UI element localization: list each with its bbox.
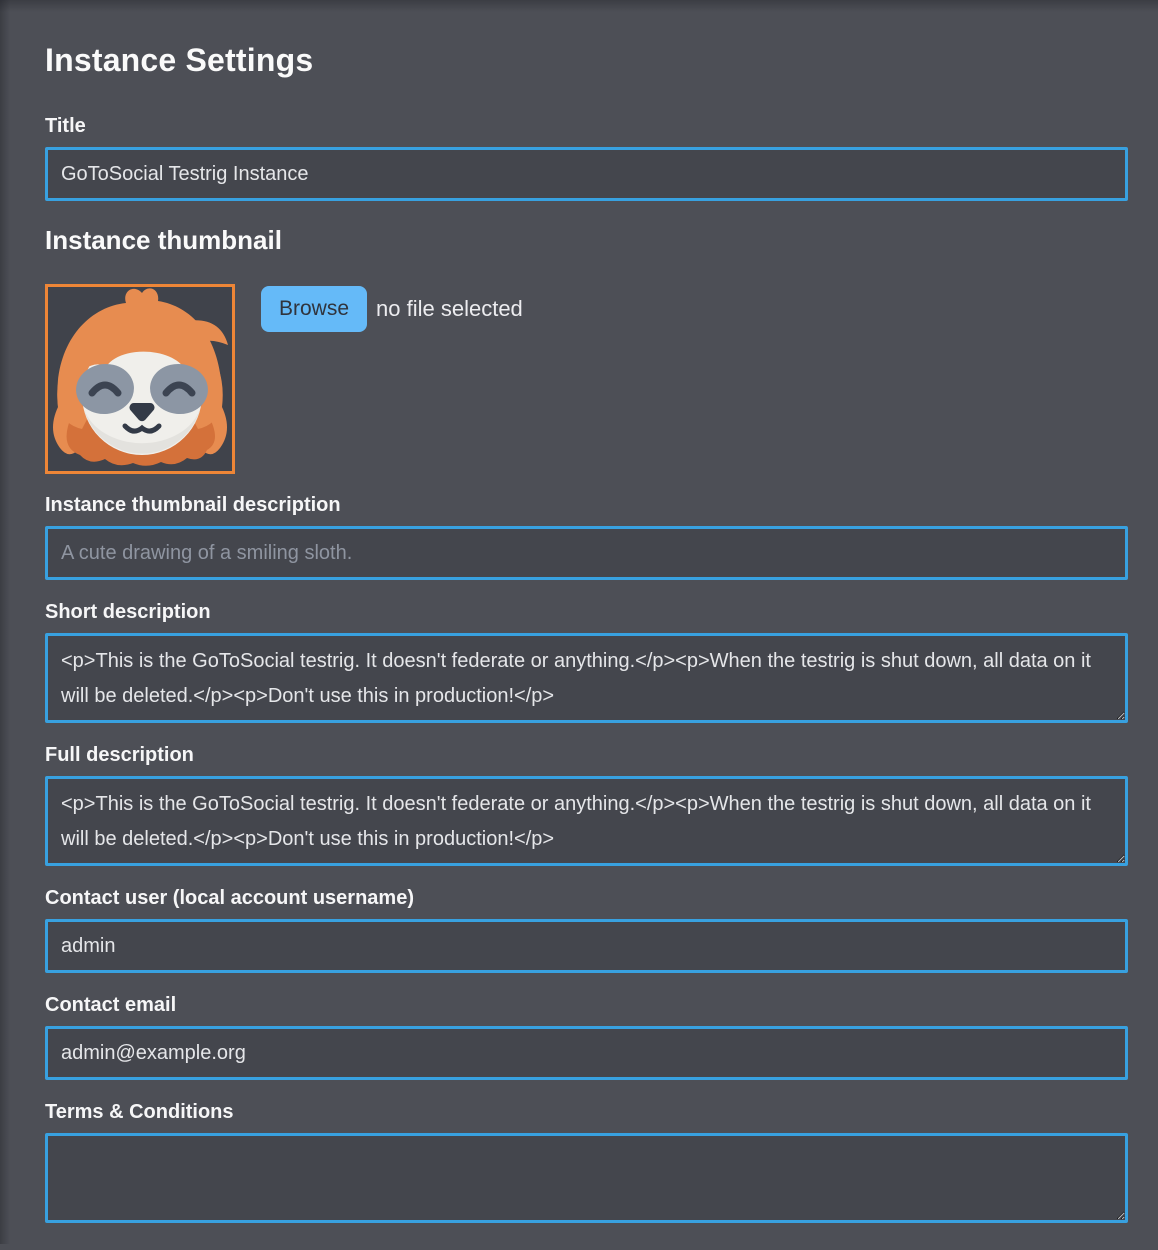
instance-thumbnail-image	[45, 284, 235, 474]
contact-email-input[interactable]	[45, 1026, 1128, 1080]
contact-user-input[interactable]	[45, 919, 1128, 973]
short-description-textarea[interactable]	[45, 633, 1128, 723]
terms-textarea[interactable]	[45, 1133, 1128, 1223]
sloth-mascot-icon	[48, 287, 232, 471]
contact-email-field	[45, 994, 1128, 1080]
terms-label: Terms & Conditions	[45, 1101, 234, 1123]
thumbnail-row	[45, 284, 1128, 474]
full-description-textarea[interactable]	[45, 776, 1128, 866]
short-description-field	[45, 601, 1128, 723]
title-label: Title	[45, 115, 86, 137]
browse-button[interactable]: Browse	[261, 286, 367, 332]
title-field	[45, 115, 1128, 201]
thumbnail-description-input[interactable]	[45, 526, 1128, 580]
thumbnail-file-input	[261, 286, 523, 332]
short-description-label: Short description	[45, 601, 211, 623]
full-description-label: Full description	[45, 744, 194, 766]
page-title: Instance Settings	[45, 42, 314, 78]
contact-email-label: Contact email	[45, 994, 177, 1016]
contact-user-label: Contact user (local account username)	[45, 887, 414, 909]
thumbnail-description-field	[45, 494, 1128, 580]
title-input[interactable]	[45, 147, 1128, 201]
terms-field	[45, 1101, 1128, 1223]
contact-user-field	[45, 887, 1128, 973]
full-description-field	[45, 744, 1128, 866]
thumbnail-description-label: Instance thumbnail description	[45, 494, 341, 516]
instance-thumbnail-heading: Instance thumbnail	[45, 225, 282, 255]
file-status-text: no file selected	[376, 296, 523, 321]
